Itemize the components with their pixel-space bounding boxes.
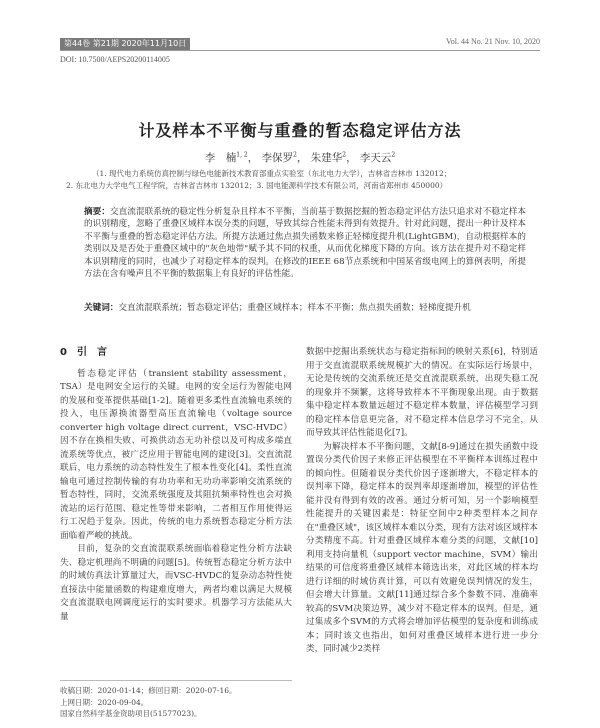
section-heading <box>60 346 292 360</box>
author-name: 李天云 <box>359 152 392 164</box>
issue-info-en: Vol. 44 No. 21 Nov. 10, 2020 <box>445 37 540 46</box>
keywords <box>84 302 526 314</box>
body-paragraph: 为解决样本不平衡问题，文献[8-9]通过在损失函数中设置误分类代价因子来修正评估模型在不平衡样本训练过程中的倾向性。但随着误分类代价因子逐渐增大，不稳定样本的误判率下降，稳定样本的误判率却逐渐增加，模型的评估性能并没有得到有效的改善。通过分析可知，另一个影响模型性能提升的关键因素是：特征空间中2种类型样本之间存在"重叠区域"，该区域样本难以分类，现有方法对该区域样本分类精度不高。针对重叠区域样本难分类的问题，文献[10]利用支持向量机（support vector machine，SVM）输出结果的可信度将重叠区域样本筛选出来，对此区域的样本均进行详细的时域仿真计算，可以有效避免误判情况的发生，但会增大计算量。文献[11]通过综合多个参数不同、准确率较高的SVM决策边界，减少对不稳定样本的误判。但是，通过集成多个SVM的方式将会增加评估模型的复杂度和训练成本；同时该文也指出，如何对重叠区域样本进行进一步分类，同时减少2类样 <box>306 441 538 654</box>
footnote <box>60 680 292 720</box>
author-affiliation-mark: 2 <box>342 151 347 159</box>
affiliation-line: （1. 现代电力系统仿真控制与绿色电能新技术教育部重点实验室（东北电力大学），吉林省吉林市 132012； <box>92 169 452 178</box>
issue-badge: 第44卷 第21期 2020年11月10日 <box>60 38 190 50</box>
section-number: 0 <box>60 347 67 358</box>
author-name: 李 楠 <box>204 152 237 164</box>
paper-title: 计及样本不平衡与重叠的暂态稳定评估方法 <box>138 121 462 140</box>
footnote-received: 收稿日期：2020-01-14；修回日期：2020-07-16。 <box>60 686 237 695</box>
author-name: 李保罗 <box>261 152 294 164</box>
author-affiliation-mark: 2 <box>293 151 297 159</box>
keywords-text: 交直流混联系统；暂态稳定评估；重叠区域样本；样本不平衡；焦点损失函数；轻梯度提升机 <box>118 303 471 313</box>
abstract <box>84 206 526 280</box>
section-title: 引 言 <box>76 347 107 358</box>
abstract-label: 摘要： <box>84 207 111 217</box>
footnote-online: 上网日期：2020-09-04。 <box>60 697 149 707</box>
author-name: 朱建华 <box>310 152 343 164</box>
body-paragraph: 数据中挖掘出系统状态与稳定指标间的映射关系[6]，特别适用于交直流混联系统规模扩大的情况。在实际运行场景中，无论是传统的交流系统还是交直流混联系统，出现失稳工况的现象并不频繁，这将导致样本不平衡现象出现。由于数据集中稳定样本数量远超过不稳定样本数量，评估模型学习到的稳定样本信息更完备，对不稳定样本信息学习不完全，从而导致其评估性能退化[7]。 <box>306 347 538 438</box>
footnote-fund: 国家自然科学基金资助项目(51577023)。 <box>60 709 202 718</box>
abstract-text: 交直流混联系统的稳定性分析复杂且样本不平衡，当前基于数据挖掘的暂态稳定评估方法只追求对不稳定样本的识别精度，忽略了重叠区域样本误分类的问题，导致其综合性能未得到有效提升。针对此问题，提出一种计及样本不平衡与重叠的暂态稳定评估方法。所提方法通过焦点损失函数来修正轻梯度提升机(LightGBM)，自动根据样本的类别以及是否处于重叠区域中的"灰色地带"赋予其不同的权重，从而优化梯度下降的方向。该方法在提升对不稳定样本识别精度的同时，也减少了对稳定样本的误判。在修改的IEEE 68节点系统和中国某省级电网上的算例表明，所提方法在含有噪声且不平衡的数据集上有良好的评估性能。 <box>84 207 526 280</box>
author-list: 李 楠$^{1, 2}$， 李保罗$^2$， 朱建华$^2$， 李天云$^2$ <box>204 151 396 164</box>
keywords-label: 关键词： <box>84 303 119 313</box>
body-paragraph: 暂态稳定评估（transient stability assessment，TSA）是电网安全运行的关键。电网的安全运行为智能电网的发展和变革提供基础[1-2]。随着更多柔性直流输电系统的投入，电压源换流器型高压直流输电（voltage source converter high voltage direct current，VSC-HVDC）因不存在换相失败、可换供动态无功补偿以及可构成多端直流系统等优点，被广泛应用于智能电网的建设[3]。交直流混联后，电力系统的动态特性发生了根本性变化[4]。柔性直流输电可通过控制传输的有功功率和无功功率影响交流系统的暂态特性，同时，交流系统强度及其阻抗频率特性也会对换流站的运行范围、稳定性等带来影响，二者相互作用使得运行工况趋于复杂。因此，传统的电力系统暂态稳定分析方法面临着严峻的挑战。 <box>60 368 292 541</box>
author-affiliation-mark: 2 <box>391 151 396 159</box>
affiliation-line: 2. 东北电力大学电气工程学院，吉林省吉林市 132012；3. 国电能源科学技术有限公司，河南省郑州市 450000） <box>66 181 448 190</box>
body-column-left <box>60 346 292 624</box>
author-affiliation-mark: 1, 2 <box>236 151 248 159</box>
doi: DOI: 10.7500/AEPS20200114005 <box>60 55 170 64</box>
body-paragraph: 目前，复杂的交直流混联系统面临着稳定性分析方法缺失、稳定机理尚不明确的问题[5]。传统暂态稳定分析方法中的时域仿真法计算量过大，而VSC-HVDC的复杂动态特性使直接法中能量函数的构建难度增大，两者均难以满足大规模交直流混联电网调度运行的实时要求。机器学习方法能从大量 <box>60 544 292 622</box>
body-column-right <box>306 346 538 657</box>
running-header <box>60 36 540 51</box>
